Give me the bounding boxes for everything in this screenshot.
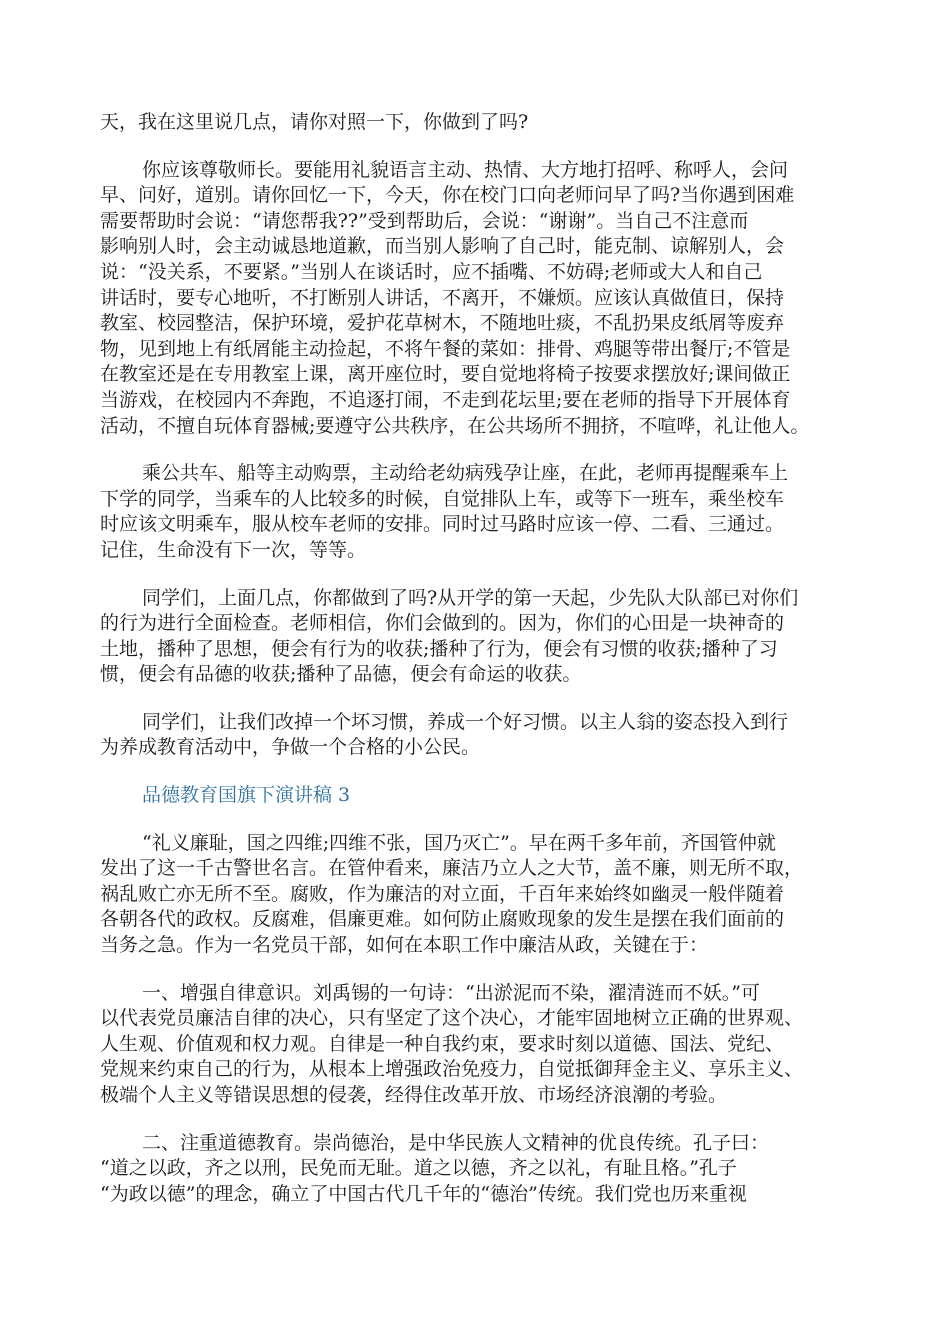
text-line: 教室、校园整洁，保护环境，爱护花草树木，不随地吐痰，不乱扔果皮纸屑等废弃 bbox=[100, 312, 785, 335]
paragraph bbox=[100, 831, 855, 959]
paragraph bbox=[100, 110, 855, 136]
text-line: 说：“没关系，不要紧。”当别人在谈话时，应不插嘴、不妨碍;老师或大人和自己 bbox=[100, 260, 763, 283]
text-line: 二、注重道德教育。崇尚德治，是中华民族人文精神的优良传统。孔子曰： bbox=[142, 1131, 770, 1154]
text-line: 以代表党员廉洁自律的决心，只有坚定了这个决心，才能牢固地树立正确的世界观、 bbox=[100, 1007, 804, 1030]
text-line: 天，我在这里说几点，请你对照一下，你做到了吗? bbox=[100, 111, 529, 133]
paragraph bbox=[100, 1131, 855, 1208]
document-body-part-2 bbox=[100, 831, 855, 1208]
text-line: 物，见到地上有纸屑能主动捡起，不将午餐的菜如：排骨、鸡腿等带出餐厅;不管是 bbox=[100, 337, 791, 360]
text-line: 的行为进行全面检查。老师相信，你们会做到的。因为，你们的心田是一块神奇的 bbox=[100, 612, 785, 635]
text-line: 影响别人时，会主动诚恳地道歉，而当别人影响了自己时，能克制、谅解别人，会 bbox=[100, 235, 785, 258]
text-line: 土地，播种了思想，便会有行为的收获;播种了行为，便会有习惯的收获;播种了习 bbox=[100, 637, 778, 660]
text-line: 当务之急。作为一名党员干部，如何在本职工作中廉洁从政，关键在于： bbox=[100, 934, 709, 957]
text-line: 为养成教育活动中，争做一个合格的小公民。 bbox=[100, 736, 481, 759]
text-line: 当游戏，在校园内不奔跑，不追逐打闹，不走到花坛里;要在老师的指导下开展体育 bbox=[100, 388, 791, 411]
text-line: 时应该文明乘车，服从校车老师的安排。同时过马路时应该一停、二看、三通过。 bbox=[100, 513, 785, 536]
text-line: 党规来约束自己的行为，从根本上增强政治免疫力，自觉抵御拜金主义、享乐主义、 bbox=[100, 1058, 804, 1081]
text-line: 乘公共车、船等主动购票，主动给老幼病残孕让座，在此，老师再提醒乘车上 bbox=[142, 462, 789, 485]
text-line: 同学们，让我们改掉一个坏习惯，养成一个好习惯。以主人翁的姿态投入到行 bbox=[142, 710, 789, 733]
text-line: “礼义廉耻，国之四维;四维不张，国乃灭亡”。早在两千多年前，齐国管仲就 bbox=[142, 831, 776, 854]
text-line: 下学的同学，当乘车的人比较多的时候，自觉排队上车，或等下一班车，乘坐校车 bbox=[100, 487, 785, 510]
paragraph bbox=[100, 710, 855, 761]
document-page bbox=[100, 110, 855, 1229]
paragraph bbox=[100, 461, 855, 563]
paragraph bbox=[100, 981, 855, 1109]
text-line: 讲话时，要专心地听，不打断别人讲话，不离开，不嫌烦。应该认真做值日，保持 bbox=[100, 286, 785, 309]
text-line: 同学们，上面几点，你都做到了吗?从开学的第一天起，少先队大队部已对你们 bbox=[142, 586, 799, 609]
text-line: 在教室还是在专用教室上课，离开座位时，要自觉地将椅子按要求摆放好;课间做正 bbox=[100, 363, 791, 386]
text-line: 一、增强自律意识。刘禹锡的一句诗：“出淤泥而不染，濯清涟而不妖。”可 bbox=[142, 981, 760, 1004]
text-line: 祸乱败亡亦无所不至。腐败，作为廉洁的对立面，千百年来始终如幽灵一般伴随着 bbox=[100, 882, 785, 905]
section-heading: 品德教育国旗下演讲稿 3 bbox=[142, 784, 351, 807]
document-body-part-1 bbox=[100, 110, 855, 761]
text-line: 需要帮助时会说：“请您帮我??”受到帮助后，会说：“谢谢”。当自己不注意而 bbox=[100, 209, 749, 232]
text-line: 发出了这一千古警世名言。在管仲看来，廉洁乃立人之大节，盖不廉，则无所不取， bbox=[100, 857, 804, 880]
text-line: 早、问好，道别。请你回忆一下，今天，你在校门口向老师问早了吗?当你遇到困难 bbox=[100, 184, 795, 207]
text-line: “道之以政，齐之以刑，民免而无耻。道之以德，齐之以礼，有耻且格。”孔子 bbox=[100, 1157, 737, 1180]
paragraph bbox=[100, 158, 855, 440]
text-line: 记住，生命没有下一次，等等。 bbox=[100, 538, 367, 561]
paragraph bbox=[100, 586, 855, 688]
text-line: 你应该尊敬师长。要能用礼貌语言主动、热情、大方地打招呼、称呼人，会问 bbox=[142, 158, 789, 181]
text-line: 各朝各代的政权。反腐难，倡廉更难。如何防止腐败现象的发生是摆在我们面前的 bbox=[100, 908, 785, 931]
text-line: 惯，便会有品德的收获;播种了品德，便会有命运的收获。 bbox=[100, 663, 582, 686]
text-line: 极端个人主义等错误思想的侵袭，经得住改革开放、市场经济浪潮的考验。 bbox=[100, 1084, 728, 1106]
text-line: 人生观、价值观和权力观。自律是一种自我约束，要求时刻以道德、国法、党纪、 bbox=[100, 1032, 785, 1055]
text-line: 活动，不擅自玩体育器械;要遵守公共秩序，在公共场所不拥挤，不喧哗，礼让他人。 bbox=[100, 414, 810, 437]
text-line: “为政以德”的理念，确立了中国古代几千年的“德治”传统。我们党也历来重视 bbox=[100, 1182, 747, 1205]
